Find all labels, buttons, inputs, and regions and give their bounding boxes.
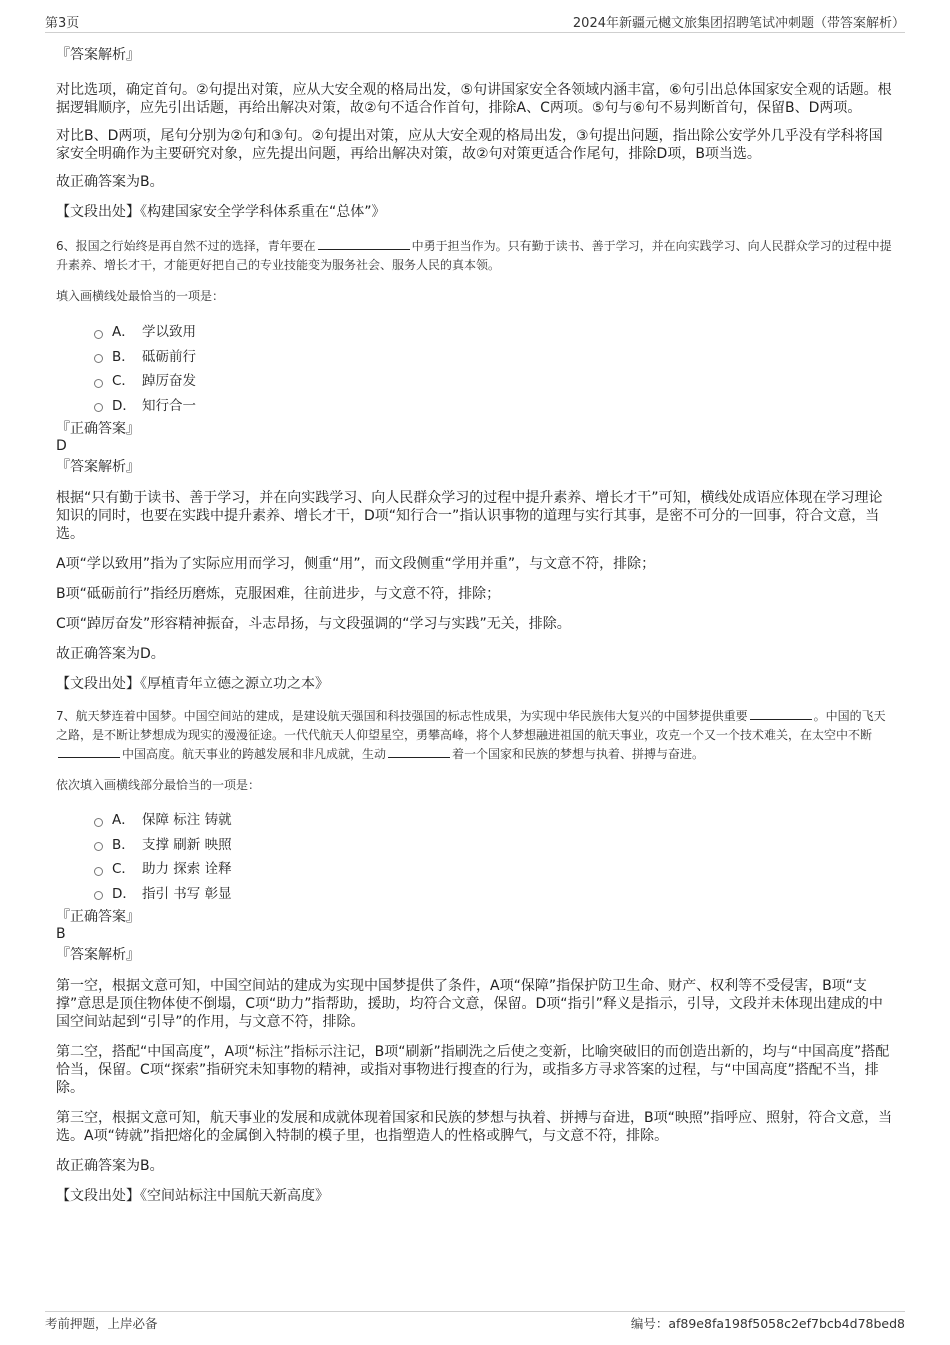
page-number: 第3页: [45, 16, 80, 31]
q6-stem: [56, 237, 894, 275]
prev-analysis-p1: 对比选项，确定首句。②句提出对策，应从大安全观的格局出发，⑤句讲国家安全各领域内涵丰富，⑥句引出总体国家安全观的话题。根据逻辑顺序，应先引出话题，再给出解决对策，故②句不适合作首句，排除A、C两项。⑤句与⑥句不易判断首句，保留B、D两项。: [56, 82, 892, 116]
q6-options: [56, 320, 894, 418]
radio-icon[interactable]: [94, 330, 103, 339]
footer-doc-id: 编号：af89e8fa198f5058c2ef7bcb4d78bed8: [630, 1316, 905, 1331]
q6-stem-part: 中勇于担当作为。只有勤于读书、善于学习，并在向实践学习、向人民群众学习的过程中提升素养、增长才干，才能更好把自己的专业技能变为服务社会、服务人民的真本领。: [56, 239, 892, 272]
radio-icon[interactable]: [94, 818, 103, 827]
q7-blank-3: [388, 745, 450, 758]
q7-analysis-p3: 第三空，根据文意可知，航天事业的发展和成就体现着国家和民族的梦想与执着、拼搏与奋进，B项“映照”指呼应、照射，符合文意，当选。A项“铸就”指把熔化的金属倒入特制的模子里，也指塑造人的性格或脾气，与文意不符，排除。: [56, 1110, 893, 1144]
q7-option-d[interactable]: [94, 882, 894, 907]
document-title: 2024年新疆元樾文旅集团招聘笔试冲刺题（带答案解析）: [572, 16, 905, 31]
q6-analysis-p2: A项“学以致用”指为了实际应用而学习，侧重“用”，而文段侧重“学用并重”，与文意不符，排除；: [56, 556, 656, 572]
q6-option-d[interactable]: [94, 394, 894, 419]
prev-analysis-p2: 对比B、D两项，尾句分别为②句和③句。②句提出对策，应从大安全观的格局出发，③句提出问题，指出除公安学外几乎没有学科将国家安全明确作为主要研究对象，应先提出问题，再给出解决对策，故②句对策更适合作尾句，排除D项，B项当选。: [56, 128, 883, 162]
option-text: 砥砺前行: [142, 348, 196, 365]
radio-icon[interactable]: [94, 867, 103, 876]
option-text: 保障 标注 铸就: [142, 812, 232, 828]
header-divider: [45, 32, 905, 33]
q7-stem-part: 中国高度。航天事业的跨越发展和非凡成就，生动: [122, 747, 387, 761]
option-letter: B．: [112, 836, 135, 853]
q6-analysis-p1: 根据“只有勤于读书、善于学习，并在向实践学习、向人民群众学习的过程中提升素养、增长才干”可知，横线处成语应体现在学习理论知识的同时，也要在实践中提升素养、增长才干，D项“知行合一”指认识事物的道理与实行其事，是密不可分的一回事，符合文意，当选。: [56, 490, 883, 542]
radio-icon[interactable]: [94, 403, 103, 412]
q6-option-a[interactable]: [94, 320, 894, 345]
radio-icon[interactable]: [94, 354, 103, 363]
q7-conclusion: 故正确答案为B。: [56, 1158, 164, 1174]
q6-stem-part: 6、报国之行始终是再自然不过的选择，青年要在: [56, 239, 316, 253]
option-text: 助力 探索 诠释: [142, 861, 232, 877]
q7-stem: [56, 707, 894, 764]
option-text: 指引 书写 彰显: [142, 885, 232, 902]
q7-option-b[interactable]: [94, 833, 894, 858]
prev-source: 【文段出处】《构建国家安全学学科体系重在“总体”》: [56, 204, 386, 220]
option-letter: A．: [112, 324, 135, 340]
option-text: 支撑 刷新 映照: [142, 836, 232, 853]
option-letter: D．: [112, 885, 136, 902]
q6-option-b[interactable]: [94, 345, 894, 370]
q6-blank: [318, 237, 410, 250]
option-letter: D．: [112, 397, 136, 414]
option-letter: C．: [112, 861, 135, 877]
q7-blank-1: [750, 707, 812, 720]
footer-slogan: 考前押题，上岸必备: [45, 1316, 158, 1331]
q6-source: 【文段出处】《厚植青年立德之源立功之本》: [56, 676, 329, 692]
q7-analysis-label: 『答案解析』: [56, 947, 140, 963]
q6-analysis-label: 『答案解析』: [56, 459, 140, 475]
q7-answer-label: 『正确答案』: [56, 909, 140, 925]
q6-answer-label: 『正确答案』: [56, 421, 140, 437]
option-letter: C．: [112, 373, 135, 389]
q7-stem-part: 7、航天梦连着中国梦。中国空间站的建成，是建设航天强国和科技强国的标志性成果，为实现中华民族伟大复兴的中国梦提供重要: [56, 709, 748, 723]
q6-option-c[interactable]: [94, 369, 894, 394]
prev-analysis-label: 『答案解析』: [56, 47, 140, 63]
prev-conclusion: 故正确答案为B。: [56, 174, 164, 190]
option-text: 踔厉奋发: [142, 373, 196, 389]
option-text: 知行合一: [142, 397, 196, 414]
q7-source: 【文段出处】《空间站标注中国航天新高度》: [56, 1188, 329, 1204]
q6-analysis-p4: C项“踔厉奋发”形容精神振奋，斗志昂扬，与文段强调的“学习与实践”无关，排除。: [56, 616, 571, 632]
radio-icon[interactable]: [94, 891, 103, 900]
q6-answer: D: [56, 438, 67, 454]
document-body: [56, 45, 894, 1205]
q7-options: [56, 808, 894, 906]
q6-analysis-p3: B项“砥砺前行”指经历磨炼，克服困难，往前进步，与文意不符，排除；: [56, 586, 501, 602]
q7-blank-2: [58, 745, 120, 758]
q7-analysis-p2: 第二空，搭配“中国高度”，A项“标注”指标示注记，B项“刷新”指刷洗之后使之变新，比喻突破旧的而创造出新的，均与“中国高度”搭配恰当，保留。C项“探索”指研究未知事物的精神，或指对事物进行搜查的行为，或指多方寻求答案的过程，与“中国高度”搭配不当，排除。: [56, 1044, 890, 1096]
q7-analysis-p1: 第一空，根据文意可知，中国空间站的建成为实现中国梦提供了条件，A项“保障”指保护防卫生命、财产、权利等不受侵害，B项“支撑”意思是顶住物体使不倒塌，C项“助力”指帮助，援助，均符合文意，保留。D项“指引”释义是指示，引导，文段并未体现出建成的中国空间站起到“引导”的作用，与文意不符，排除。: [56, 978, 883, 1030]
q7-option-a[interactable]: [94, 808, 894, 833]
radio-icon[interactable]: [94, 842, 103, 851]
footer-divider: [45, 1311, 905, 1312]
option-text: 学以致用: [142, 324, 196, 340]
q7-instruction: 依次填入画横线部分最恰当的一项是：: [56, 778, 261, 792]
q7-answer: B: [56, 926, 66, 942]
radio-icon[interactable]: [94, 379, 103, 388]
q7-option-c[interactable]: [94, 857, 894, 882]
q6-instruction: 填入画横线处最恰当的一项是：: [56, 289, 225, 303]
option-letter: B．: [112, 348, 135, 365]
q7-stem-part: 着一个国家和民族的梦想与执着、拼搏与奋进。: [452, 747, 705, 761]
q7-stem-part: 。中国的飞天之路，是不断让梦想成为现实的漫漫征途。一代代航天人仰望星空，勇攀高峰，将个人梦想融进祖国的航天事业，攻克一个又一个技术难关，在太空中不断: [56, 709, 886, 742]
option-letter: A．: [112, 812, 135, 828]
q6-conclusion: 故正确答案为D。: [56, 646, 165, 662]
